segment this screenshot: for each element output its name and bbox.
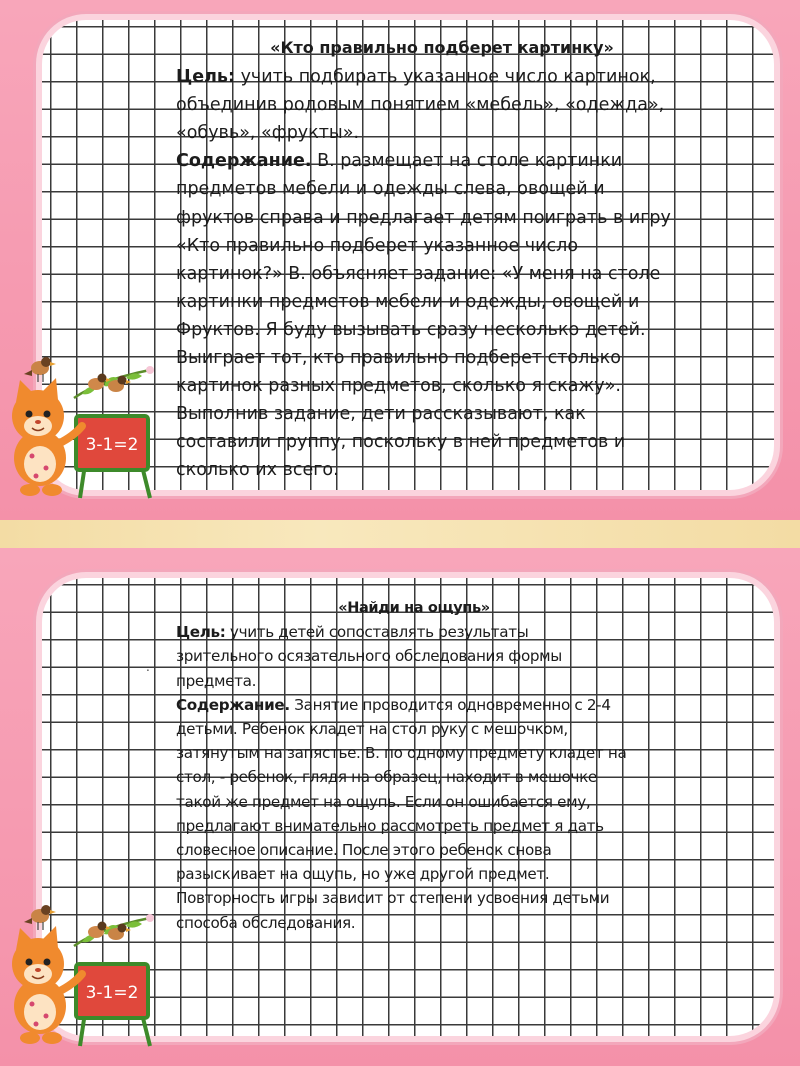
game-description: [176, 34, 672, 485]
bird-icon: [24, 357, 56, 382]
game-description: [176, 596, 628, 935]
content-paragraph: [176, 147, 672, 484]
goal-paragraph: [176, 63, 672, 147]
goal-label: Цель:: [176, 67, 235, 88]
cat-body: [12, 378, 82, 496]
goal-paragraph: [176, 620, 628, 693]
content-label: Содержание.: [176, 695, 290, 714]
slide-divider: [0, 520, 800, 548]
stray-mark: .: [146, 660, 150, 674]
bird-icon: [24, 905, 56, 930]
chalkboard-icon: [76, 964, 150, 1046]
goal-text: учить детей сопоставлять результаты зрительного осязательного обследования формы предмета.: [176, 623, 562, 690]
slide-2: [0, 548, 800, 1066]
cat-mascot-icon: [0, 340, 170, 500]
content-text: В. размещает на столе картинки предметов мебели и одежды слева, овощей и фруктов справа и предлагает детям поиграть в игру «Кто правильно подберет указанное число картинок?» В. объясняет задание: «У меня на столе картинки предметов мебели и одежды, овощей и Фруктов. Я буду вызывать сразу несколько детей. Выиграет тот, кто правильно подберет столько картинок разных предметов, сколько я скажу». Выполнив задание, дети рассказывают, как составили группу, поскольку в ней предметов и сколько их всего.: [176, 151, 671, 481]
content-paragraph: [176, 693, 628, 935]
goal-label: Цель:: [176, 623, 226, 642]
game-title: «Найди на ощупь»: [338, 600, 490, 616]
content-text: Занятие проводится одновременно с 2-4 детьми. Ребенок кладет на стол руку с мешочком, затянутым на запястье. В. по одному предмету кладет на стол, - ребенок, глядя на образец, находит в мешочке такой же предмет на ощупь. Если он ошибается ему, предлагают внимательно рассмотреть предмет я дать словесное описание. После этого ребенок снова разыскивает на ощупь, но уже другой предмет. Повторность игры зависит от степени усвоения детьми способа обследования.: [176, 695, 627, 932]
board-text: 3-1=2: [85, 983, 139, 1003]
goal-text: учить подбирать указанное число картинок, объединив родовым понятием «мебель», «одежда», «обувь», «фрукты».: [176, 67, 665, 144]
cat-mascot-icon: [0, 888, 170, 1048]
cat-body: [12, 926, 82, 1044]
game-title: «Кто правильно подберет картинку»: [270, 38, 614, 57]
slide-1: [0, 0, 800, 520]
chalkboard-icon: [76, 416, 150, 498]
board-text: 3-1=2: [85, 435, 139, 455]
content-label: Содержание.: [176, 151, 312, 172]
